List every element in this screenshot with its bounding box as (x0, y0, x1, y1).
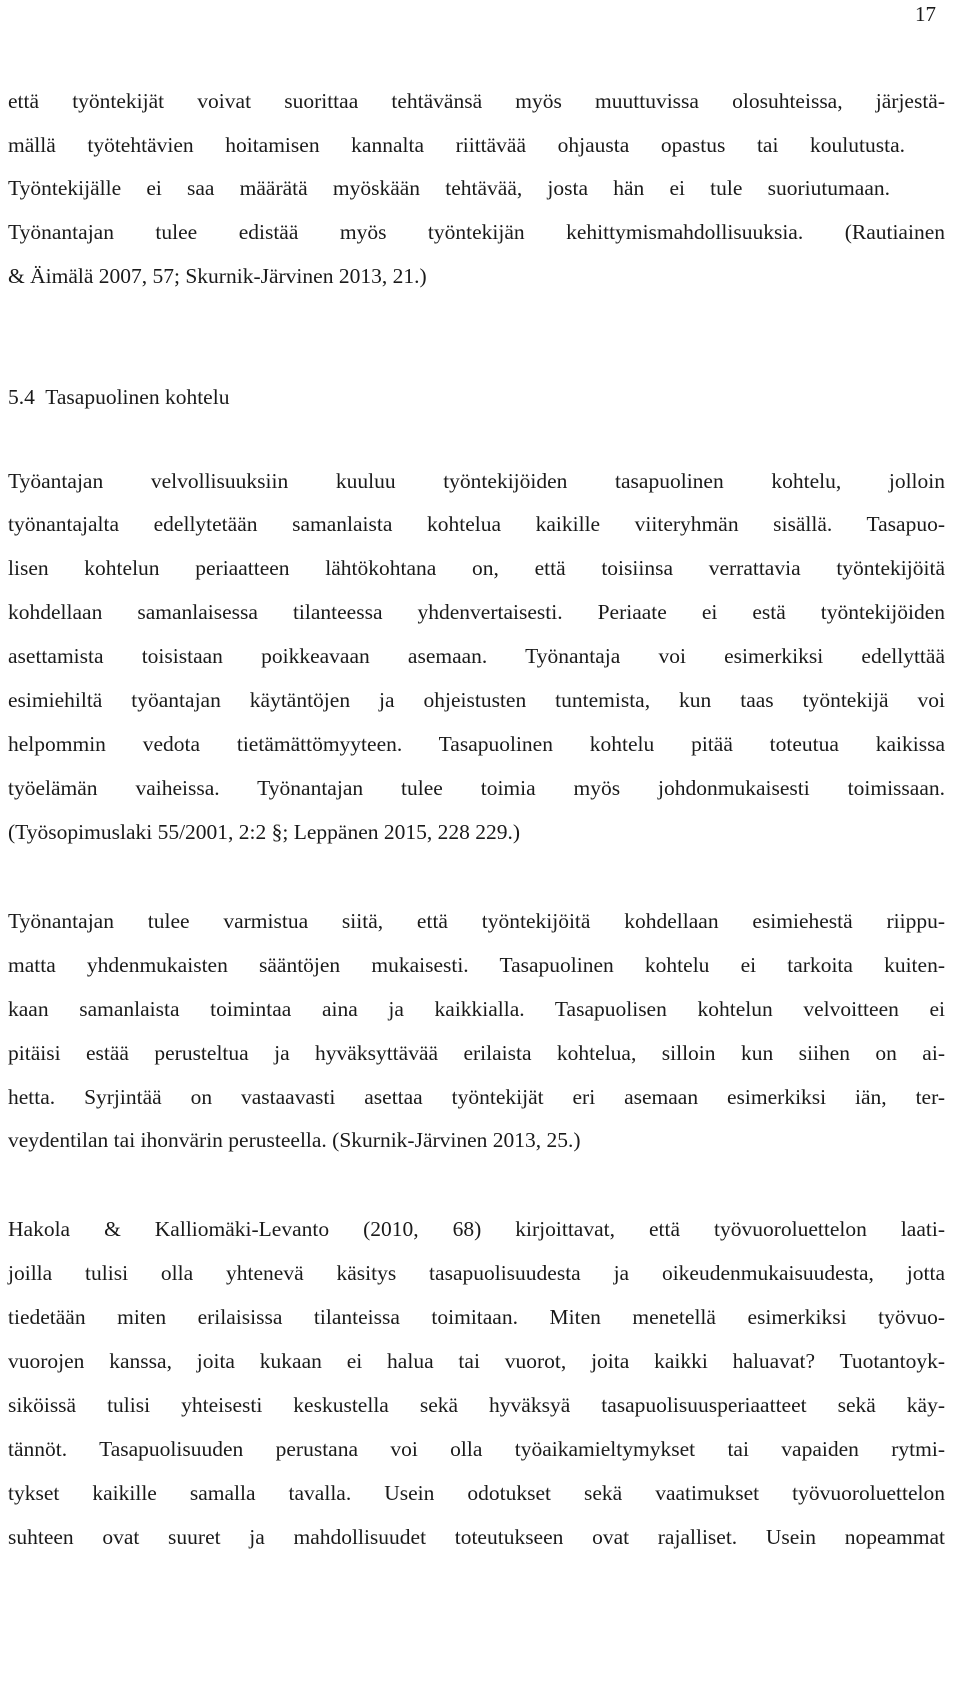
text-line: kaan samanlaista toimintaa aina ja kaikkialla. Tasapuolisen kohtelun velvoitteen ei (8, 997, 945, 1021)
text-line: Työnantajan tulee varmistua siitä, että työntekijöitä kohdellaan esimiehestä riippu- (8, 909, 945, 933)
text-line: esimiehiltä työantajan käytäntöjen ja ohjeistusten tuntemista, kun taas työntekijä voi (8, 688, 945, 712)
page-number: 17 (915, 2, 936, 26)
section-title: Tasapuolinen kohtelu (45, 385, 230, 409)
text-line: Työntekijälle ei saa määrätä myöskään tehtävää, josta hän ei tule suoriutumaan. (8, 176, 890, 200)
text-line: hetta. Syrjintää on vastaavasti asettaa työntekijät eri asemaan esimerkiksi iän, ter- (8, 1085, 945, 1109)
text-line: lisen kohtelun periaatteen lähtökohtana on, että toisiinsa verrattavia työntekijöitä (8, 556, 945, 580)
text-line: työnantajalta edellytetään samanlaista kohtelua kaikille viiteryhmän sisällä. Tasapuo- (8, 512, 945, 536)
text-line: työelämän vaiheissa. Työnantajan tulee toimia myös johdonmukaisesti toimissaan. (8, 776, 945, 800)
text-line: Työantajan velvollisuuksiin kuuluu työntekijöiden tasapuolinen kohtelu, jolloin (8, 469, 945, 493)
text-line: tiedetään miten erilaisissa tilanteissa toimitaan. Miten menetellä esimerkiksi työvuo- (8, 1305, 945, 1329)
text-line: että työntekijät voivat suorittaa tehtävänsä myös muuttuvissa olosuhteissa, järjestä- (8, 89, 945, 113)
text-line: veydentilan tai ihonvärin perusteella. (Skurnik-Järvinen 2013, 25.) (8, 1128, 581, 1152)
text-line: vuorojen kanssa, joita kukaan ei halua tai vuorot, joita kaikki haluavat? Tuotantoyk- (8, 1349, 945, 1373)
text-line: Hakola & Kalliomäki-Levanto (2010, 68) kirjoittavat, että työvuoroluettelon laati- (8, 1217, 945, 1241)
text-line: siköissä tulisi yhteisesti keskustella sekä hyväksyä tasapuolisuusperiaatteet sekä käy- (8, 1393, 945, 1417)
text-line: matta yhdenmukaisten sääntöjen mukaisesti. Tasapuolinen kohtelu ei tarkoita kuiten- (8, 953, 945, 977)
text-line: (Työsopimuslaki 55/2001, 2:2 §; Leppänen 2015, 228 229.) (8, 820, 521, 844)
text-line: pitäisi estää perusteltua ja hyväksyttävää erilaista kohtelua, silloin kun siihen on ai- (8, 1041, 945, 1065)
text-line: mällä työtehtävien hoitamisen kannalta riittävää ohjausta opastus tai koulutusta. (8, 133, 905, 157)
text-line: tännöt. Tasapuolisuuden perustana voi olla työaikamieltymykset tai vapaiden rytmi- (8, 1437, 945, 1461)
text-line: & Äimälä 2007, 57; Skurnik-Järvinen 2013, 21.) (8, 264, 427, 288)
section-number: 5.4 (8, 385, 35, 409)
section-heading (8, 385, 229, 410)
text-line: asettamista toisistaan poikkeavaan asemaan. Työnantaja voi esimerkiksi edellyttää (8, 644, 945, 668)
text-line: helpommin vedota tietämättömyyteen. Tasapuolinen kohtelu pitää toteutua kaikissa (8, 732, 945, 756)
text-line: joilla tulisi olla yhtenevä käsitys tasapuolisuudesta ja oikeudenmukaisuudesta, jotta (8, 1261, 945, 1285)
text-line: tykset kaikille samalla tavalla. Usein odotukset sekä vaatimukset työvuoroluettelon (8, 1481, 945, 1505)
text-line: Työnantajan tulee edistää myös työntekijän kehittymismahdollisuuksia. (Rautiainen (8, 220, 945, 244)
text-line: kohdellaan samanlaisessa tilanteessa yhdenvertaisesti. Periaate ei estä työntekijöiden (8, 600, 945, 624)
text-line: suhteen ovat suuret ja mahdollisuudet toteutukseen ovat rajalliset. Usein nopeammat (8, 1525, 945, 1549)
